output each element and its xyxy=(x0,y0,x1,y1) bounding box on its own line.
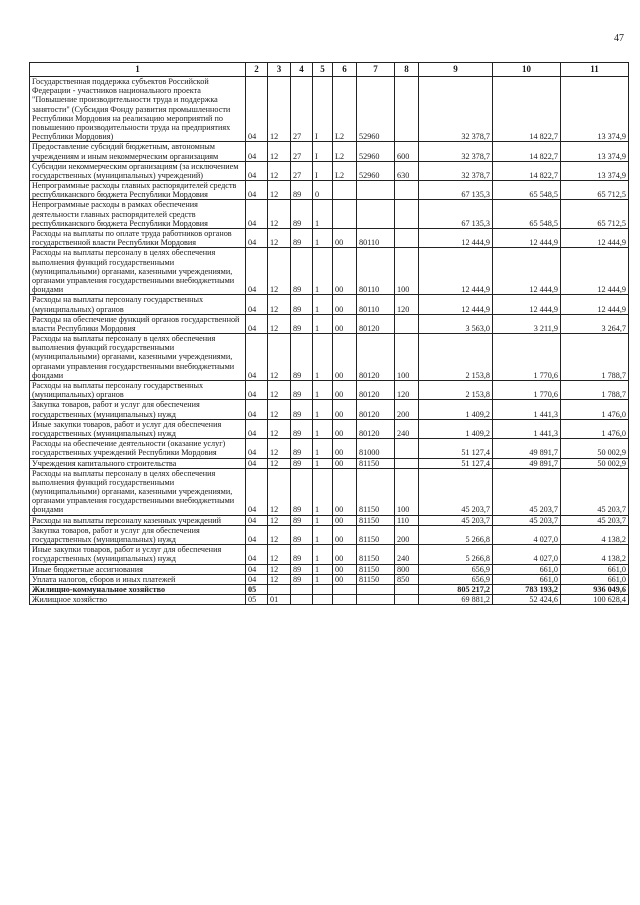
amount-year-2: 12 444,9 xyxy=(493,295,561,314)
code-expense-type xyxy=(395,458,419,468)
row-name: Субсидии некоммерческим организациям (за исключением государственных (муниципальных) учреждений) xyxy=(30,161,246,180)
code-expense-type: 240 xyxy=(395,545,419,564)
amount-year-2: 45 203,7 xyxy=(493,515,561,525)
amount-year-3: 3 264,7 xyxy=(561,314,629,333)
code-program xyxy=(291,595,313,605)
code-direction: 81150 xyxy=(357,468,395,515)
row-name: Расходы на выплаты персоналу государственных (муниципальных) органов xyxy=(30,295,246,314)
code-direction: 52960 xyxy=(357,77,395,142)
code-program: 27 xyxy=(291,77,313,142)
header-row xyxy=(30,63,629,77)
row-name: Расходы на выплаты персоналу в целях обеспечения выполнения функций государственными (муниципальными) органами, казенными учреждениями, органами управления государственными внебюджетными фондами xyxy=(30,334,246,381)
code-section: 05 xyxy=(246,584,268,594)
code-expense-type xyxy=(395,200,419,229)
amount-year-1: 656,9 xyxy=(419,574,493,584)
code-program: 89 xyxy=(291,468,313,515)
code-direction xyxy=(357,584,395,594)
amount-year-3: 936 049,6 xyxy=(561,584,629,594)
code-program: 89 xyxy=(291,400,313,419)
table-row xyxy=(30,400,629,419)
amount-year-3: 12 444,9 xyxy=(561,295,629,314)
row-name: Уплата налогов, сборов и иных платежей xyxy=(30,574,246,584)
row-name: Предоставление субсидий бюджетным, автономным учреждениям и иным некоммерческим организациям xyxy=(30,142,246,161)
code-subprogram: I xyxy=(313,142,333,161)
header-cell: 3 xyxy=(268,63,291,77)
amount-year-3: 1 788,7 xyxy=(561,381,629,400)
row-name: Иные закупки товаров, работ и услуг для обеспечения государственных (муниципальных) нужд xyxy=(30,545,246,564)
code-event: 00 xyxy=(333,295,357,314)
row-name: Расходы на выплаты персоналу в целях обеспечения выполнения функций государственными (муниципальными) органами, казенными учреждениями, органами управления государственными внебюджетными фондами xyxy=(30,248,246,295)
row-name: Жилищно-коммунальное хозяйство xyxy=(30,584,246,594)
code-section: 04 xyxy=(246,419,268,438)
amount-year-3: 65 712,5 xyxy=(561,181,629,200)
code-program: 89 xyxy=(291,334,313,381)
code-subsection: 12 xyxy=(268,439,291,458)
code-direction: 81000 xyxy=(357,439,395,458)
amount-year-3: 1 788,7 xyxy=(561,334,629,381)
table-row xyxy=(30,77,629,142)
row-name: Расходы на обеспечение функций органов государственной власти Республики Мордовия xyxy=(30,314,246,333)
code-subprogram: 1 xyxy=(313,314,333,333)
code-expense-type xyxy=(395,229,419,248)
code-subsection: 12 xyxy=(268,248,291,295)
code-program: 89 xyxy=(291,525,313,544)
code-direction xyxy=(357,181,395,200)
code-expense-type xyxy=(395,439,419,458)
code-direction: 52960 xyxy=(357,142,395,161)
code-section: 04 xyxy=(246,229,268,248)
code-subsection: 12 xyxy=(268,161,291,180)
header-cell: 6 xyxy=(333,63,357,77)
code-event: 00 xyxy=(333,400,357,419)
code-expense-type: 120 xyxy=(395,381,419,400)
amount-year-2: 12 444,9 xyxy=(493,229,561,248)
code-section: 04 xyxy=(246,248,268,295)
header-cell: 5 xyxy=(313,63,333,77)
code-direction: 80120 xyxy=(357,334,395,381)
code-event: L2 xyxy=(333,161,357,180)
code-direction: 81150 xyxy=(357,574,395,584)
code-expense-type: 100 xyxy=(395,334,419,381)
code-section: 04 xyxy=(246,334,268,381)
budget-table xyxy=(29,62,629,605)
amount-year-2: 1 770,6 xyxy=(493,381,561,400)
code-subprogram: 1 xyxy=(313,458,333,468)
code-subprogram: 1 xyxy=(313,334,333,381)
table-row xyxy=(30,295,629,314)
code-program: 89 xyxy=(291,545,313,564)
code-event: 00 xyxy=(333,439,357,458)
table-row xyxy=(30,595,629,605)
code-event: 00 xyxy=(333,468,357,515)
code-program: 89 xyxy=(291,515,313,525)
code-event: 00 xyxy=(333,525,357,544)
code-section: 04 xyxy=(246,400,268,419)
code-event: 00 xyxy=(333,381,357,400)
row-name: Закупка товаров, работ и услуг для обеспечения государственных (муниципальных) нужд xyxy=(30,525,246,544)
amount-year-2: 52 424,6 xyxy=(493,595,561,605)
code-subprogram: 0 xyxy=(313,181,333,200)
code-subprogram: I xyxy=(313,77,333,142)
table-row xyxy=(30,229,629,248)
row-name: Расходы на выплаты по оплате труда работников органов государственной власти Республики Мордовия xyxy=(30,229,246,248)
code-event: 00 xyxy=(333,419,357,438)
code-subprogram: 1 xyxy=(313,419,333,438)
amount-year-2: 4 027,0 xyxy=(493,525,561,544)
amount-year-1: 32 378,7 xyxy=(419,142,493,161)
code-event xyxy=(333,200,357,229)
code-subprogram xyxy=(313,595,333,605)
amount-year-3: 13 374,9 xyxy=(561,161,629,180)
code-subprogram: 1 xyxy=(313,574,333,584)
row-name: Непрограммные расходы в рамках обеспечения деятельности главных распорядителей средств республиканского бюджета Республики Мордовия xyxy=(30,200,246,229)
code-expense-type: 850 xyxy=(395,574,419,584)
code-program: 89 xyxy=(291,439,313,458)
amount-year-1: 1 409,2 xyxy=(419,400,493,419)
table-row xyxy=(30,584,629,594)
code-expense-type: 100 xyxy=(395,468,419,515)
amount-year-3: 45 203,7 xyxy=(561,468,629,515)
code-program: 89 xyxy=(291,419,313,438)
code-subprogram: 1 xyxy=(313,439,333,458)
code-direction: 80110 xyxy=(357,229,395,248)
code-subprogram: 1 xyxy=(313,295,333,314)
code-section: 04 xyxy=(246,564,268,574)
code-subprogram: 1 xyxy=(313,545,333,564)
amount-year-1: 51 127,4 xyxy=(419,458,493,468)
code-subprogram: 1 xyxy=(313,229,333,248)
code-section: 04 xyxy=(246,200,268,229)
code-subsection: 12 xyxy=(268,142,291,161)
code-subsection: 12 xyxy=(268,295,291,314)
code-subsection: 12 xyxy=(268,419,291,438)
table-row xyxy=(30,334,629,381)
code-subprogram: 1 xyxy=(313,525,333,544)
code-event: 00 xyxy=(333,248,357,295)
code-direction: 80120 xyxy=(357,314,395,333)
amount-year-1: 5 266,8 xyxy=(419,545,493,564)
table-row xyxy=(30,439,629,458)
code-subprogram: 1 xyxy=(313,200,333,229)
code-event: 00 xyxy=(333,515,357,525)
amount-year-1: 805 217,2 xyxy=(419,584,493,594)
amount-year-2: 49 891,7 xyxy=(493,439,561,458)
code-direction: 80120 xyxy=(357,381,395,400)
code-event xyxy=(333,595,357,605)
code-event: 00 xyxy=(333,458,357,468)
code-subsection: 12 xyxy=(268,334,291,381)
code-subprogram: 1 xyxy=(313,468,333,515)
code-subsection: 12 xyxy=(268,515,291,525)
table-row xyxy=(30,200,629,229)
amount-year-3: 45 203,7 xyxy=(561,515,629,525)
code-section: 04 xyxy=(246,314,268,333)
code-event: 00 xyxy=(333,574,357,584)
code-direction: 80110 xyxy=(357,248,395,295)
amount-year-3: 13 374,9 xyxy=(561,77,629,142)
code-section: 04 xyxy=(246,515,268,525)
code-expense-type: 240 xyxy=(395,419,419,438)
code-event: 00 xyxy=(333,564,357,574)
amount-year-3: 12 444,9 xyxy=(561,229,629,248)
amount-year-2: 45 203,7 xyxy=(493,468,561,515)
table-row xyxy=(30,458,629,468)
amount-year-2: 3 211,9 xyxy=(493,314,561,333)
code-subprogram: I xyxy=(313,161,333,180)
amount-year-3: 1 476,0 xyxy=(561,419,629,438)
amount-year-1: 3 563,0 xyxy=(419,314,493,333)
code-direction: 81150 xyxy=(357,515,395,525)
amount-year-3: 50 002,9 xyxy=(561,439,629,458)
code-direction xyxy=(357,595,395,605)
code-subprogram: 1 xyxy=(313,400,333,419)
amount-year-2: 783 193,2 xyxy=(493,584,561,594)
amount-year-1: 45 203,7 xyxy=(419,515,493,525)
code-subsection: 12 xyxy=(268,200,291,229)
table-row xyxy=(30,314,629,333)
row-name: Закупка товаров, работ и услуг для обеспечения государственных (муниципальных) нужд xyxy=(30,400,246,419)
code-expense-type: 100 xyxy=(395,248,419,295)
row-name: Иные бюджетные ассигнования xyxy=(30,564,246,574)
header-cell: 9 xyxy=(419,63,493,77)
code-subsection: 12 xyxy=(268,400,291,419)
amount-year-3: 1 476,0 xyxy=(561,400,629,419)
code-program: 89 xyxy=(291,574,313,584)
code-program: 89 xyxy=(291,181,313,200)
code-expense-type xyxy=(395,77,419,142)
code-subsection: 12 xyxy=(268,314,291,333)
code-program: 89 xyxy=(291,381,313,400)
row-name: Расходы на выплаты персоналу государственных (муниципальных) органов xyxy=(30,381,246,400)
code-direction: 80120 xyxy=(357,419,395,438)
code-subsection xyxy=(268,584,291,594)
amount-year-1: 51 127,4 xyxy=(419,439,493,458)
page-number: 47 xyxy=(614,33,624,44)
code-expense-type: 630 xyxy=(395,161,419,180)
header-cell: 7 xyxy=(357,63,395,77)
code-subprogram: 1 xyxy=(313,381,333,400)
amount-year-1: 32 378,7 xyxy=(419,77,493,142)
amount-year-1: 12 444,9 xyxy=(419,248,493,295)
code-section: 04 xyxy=(246,161,268,180)
code-direction: 81150 xyxy=(357,564,395,574)
code-program: 27 xyxy=(291,142,313,161)
table-row xyxy=(30,381,629,400)
amount-year-1: 656,9 xyxy=(419,564,493,574)
row-name: Жилищное хозяйство xyxy=(30,595,246,605)
code-program: 89 xyxy=(291,200,313,229)
code-section: 04 xyxy=(246,525,268,544)
amount-year-2: 14 822,7 xyxy=(493,77,561,142)
code-subsection: 12 xyxy=(268,181,291,200)
code-event xyxy=(333,584,357,594)
code-subprogram: 1 xyxy=(313,564,333,574)
code-section: 04 xyxy=(246,77,268,142)
code-subprogram: 1 xyxy=(313,248,333,295)
code-section: 04 xyxy=(246,295,268,314)
code-subprogram xyxy=(313,584,333,594)
amount-year-3: 4 138,2 xyxy=(561,545,629,564)
code-program: 89 xyxy=(291,314,313,333)
row-name: Иные закупки товаров, работ и услуг для обеспечения государственных (муниципальных) нужд xyxy=(30,419,246,438)
amount-year-1: 5 266,8 xyxy=(419,525,493,544)
code-section: 04 xyxy=(246,439,268,458)
header-cell: 2 xyxy=(246,63,268,77)
amount-year-3: 661,0 xyxy=(561,574,629,584)
code-expense-type: 200 xyxy=(395,400,419,419)
code-expense-type: 800 xyxy=(395,564,419,574)
code-section: 04 xyxy=(246,468,268,515)
table-row xyxy=(30,181,629,200)
amount-year-3: 50 002,9 xyxy=(561,458,629,468)
header-cell: 1 xyxy=(30,63,246,77)
code-program: 89 xyxy=(291,248,313,295)
table-row xyxy=(30,419,629,438)
amount-year-2: 1 770,6 xyxy=(493,334,561,381)
header-cell: 4 xyxy=(291,63,313,77)
code-subsection: 12 xyxy=(268,381,291,400)
table-row xyxy=(30,564,629,574)
code-subsection: 12 xyxy=(268,545,291,564)
amount-year-3: 13 374,9 xyxy=(561,142,629,161)
amount-year-3: 4 138,2 xyxy=(561,525,629,544)
table-row xyxy=(30,545,629,564)
code-event xyxy=(333,181,357,200)
code-event: 00 xyxy=(333,545,357,564)
code-section: 04 xyxy=(246,142,268,161)
code-direction: 81150 xyxy=(357,525,395,544)
code-expense-type: 120 xyxy=(395,295,419,314)
code-program: 89 xyxy=(291,564,313,574)
code-program: 89 xyxy=(291,295,313,314)
code-expense-type xyxy=(395,584,419,594)
code-program xyxy=(291,584,313,594)
code-expense-type: 200 xyxy=(395,525,419,544)
code-subsection: 12 xyxy=(268,468,291,515)
code-subsection: 12 xyxy=(268,564,291,574)
code-expense-type: 110 xyxy=(395,515,419,525)
amount-year-2: 65 548,5 xyxy=(493,181,561,200)
code-program: 27 xyxy=(291,161,313,180)
table-row xyxy=(30,161,629,180)
code-subsection: 12 xyxy=(268,574,291,584)
amount-year-2: 661,0 xyxy=(493,564,561,574)
table-row xyxy=(30,468,629,515)
amount-year-3: 12 444,9 xyxy=(561,248,629,295)
code-section: 04 xyxy=(246,458,268,468)
amount-year-1: 12 444,9 xyxy=(419,229,493,248)
amount-year-2: 4 027,0 xyxy=(493,545,561,564)
code-program: 89 xyxy=(291,229,313,248)
code-direction xyxy=(357,200,395,229)
code-direction: 80120 xyxy=(357,400,395,419)
header-cell: 8 xyxy=(395,63,419,77)
row-name: Расходы на выплаты персоналу казенных учреждений xyxy=(30,515,246,525)
amount-year-3: 661,0 xyxy=(561,564,629,574)
amount-year-2: 12 444,9 xyxy=(493,248,561,295)
amount-year-2: 1 441,3 xyxy=(493,400,561,419)
code-expense-type xyxy=(395,314,419,333)
code-event: L2 xyxy=(333,77,357,142)
code-program: 89 xyxy=(291,458,313,468)
amount-year-2: 14 822,7 xyxy=(493,161,561,180)
code-direction: 81150 xyxy=(357,545,395,564)
row-name: Государственная поддержка субъектов Российской Федерации - участников национального проекта "Повышение производительности труда и поддержка занятости" (Субсидия Фонду развития промышленности Республики Мордовия на реализацию мероприятий по повышению производительности труда на предприятиях Республики Мордовия) xyxy=(30,77,246,142)
table-row xyxy=(30,142,629,161)
code-event: 00 xyxy=(333,229,357,248)
code-direction: 52960 xyxy=(357,161,395,180)
amount-year-2: 14 822,7 xyxy=(493,142,561,161)
amount-year-2: 49 891,7 xyxy=(493,458,561,468)
code-subsection: 12 xyxy=(268,458,291,468)
code-expense-type xyxy=(395,181,419,200)
amount-year-1: 45 203,7 xyxy=(419,468,493,515)
header-cell: 10 xyxy=(493,63,561,77)
code-section: 04 xyxy=(246,181,268,200)
code-section: 04 xyxy=(246,545,268,564)
amount-year-1: 2 153,8 xyxy=(419,381,493,400)
code-section: 04 xyxy=(246,381,268,400)
code-direction: 80110 xyxy=(357,295,395,314)
amount-year-1: 2 153,8 xyxy=(419,334,493,381)
code-subsection: 12 xyxy=(268,525,291,544)
code-subprogram: 1 xyxy=(313,515,333,525)
amount-year-3: 100 628,4 xyxy=(561,595,629,605)
amount-year-1: 1 409,2 xyxy=(419,419,493,438)
amount-year-1: 67 135,3 xyxy=(419,181,493,200)
amount-year-3: 65 712,5 xyxy=(561,200,629,229)
code-section: 04 xyxy=(246,574,268,584)
header-cell: 11 xyxy=(561,63,629,77)
code-subsection: 01 xyxy=(268,595,291,605)
amount-year-2: 1 441,3 xyxy=(493,419,561,438)
code-expense-type: 600 xyxy=(395,142,419,161)
table-row xyxy=(30,515,629,525)
amount-year-1: 67 135,3 xyxy=(419,200,493,229)
row-name: Расходы на обеспечение деятельности (оказание услуг) государственных учреждений Республики Мордовия xyxy=(30,439,246,458)
amount-year-1: 32 378,7 xyxy=(419,161,493,180)
code-subsection: 12 xyxy=(268,77,291,142)
amount-year-1: 69 881,2 xyxy=(419,595,493,605)
table-row xyxy=(30,525,629,544)
row-name: Учреждения капитального строительства xyxy=(30,458,246,468)
table-row xyxy=(30,574,629,584)
amount-year-2: 661,0 xyxy=(493,574,561,584)
code-event: 00 xyxy=(333,314,357,333)
table-row xyxy=(30,248,629,295)
code-event: 00 xyxy=(333,334,357,381)
code-expense-type xyxy=(395,595,419,605)
code-section: 05 xyxy=(246,595,268,605)
amount-year-2: 65 548,5 xyxy=(493,200,561,229)
code-direction: 81150 xyxy=(357,458,395,468)
amount-year-1: 12 444,9 xyxy=(419,295,493,314)
row-name: Расходы на выплаты персоналу в целях обеспечения выполнения функций государственными (муниципальными) органами, казенными учреждениями, органами управления государственными внебюджетными фондами xyxy=(30,468,246,515)
code-event: L2 xyxy=(333,142,357,161)
code-subsection: 12 xyxy=(268,229,291,248)
row-name: Непрограммные расходы главных распорядителей средств республиканского бюджета Республики Мордовия xyxy=(30,181,246,200)
